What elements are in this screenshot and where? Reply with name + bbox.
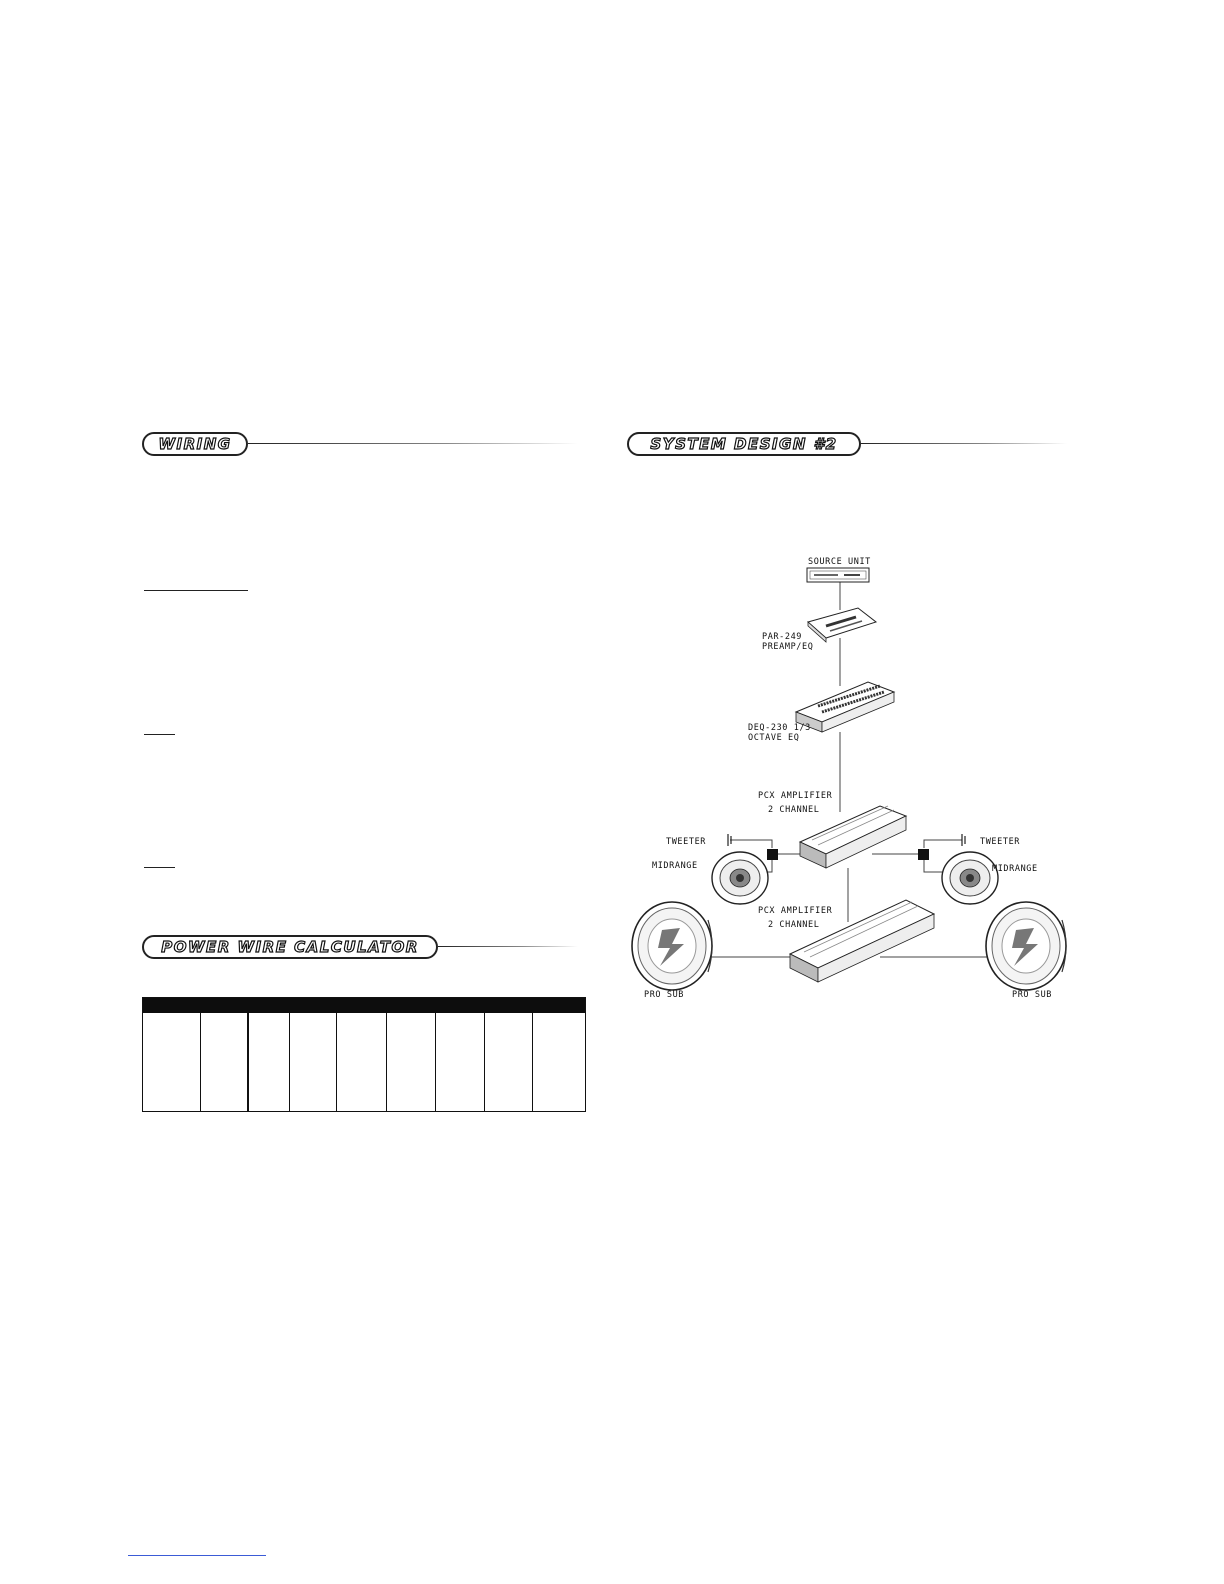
- tweeter-right-label: TWEETER: [980, 837, 1021, 847]
- deq230-label-line1: DEQ-230 1/3: [748, 723, 811, 733]
- sub-right-drawing: [986, 902, 1066, 990]
- deq230-label-line2: OCTAVE EQ: [748, 733, 800, 743]
- midrange-right-drawing: [942, 852, 998, 904]
- system-design-title: SYSTEM DESIGN #2: [650, 435, 838, 453]
- crossover-left: [767, 849, 778, 860]
- amp1-label-line1: PCX AMPLIFIER: [758, 791, 833, 801]
- power-calc-title: POWER WIRE CALCULATOR: [161, 938, 419, 956]
- tweeter-wire-left: [730, 840, 772, 848]
- amp2-label-line2: 2 CHANNEL: [768, 920, 820, 930]
- tweeter-left-symbol: [728, 834, 731, 846]
- tweeter-right-symbol: [962, 834, 965, 846]
- amp1-label-line2: 2 CHANNEL: [768, 805, 820, 815]
- tweeter-left-label: TWEETER: [666, 837, 707, 847]
- amp2-label-line1: PCX AMPLIFIER: [758, 906, 833, 916]
- sub-left-drawing: [632, 902, 712, 990]
- crossover-right: [918, 849, 929, 860]
- source-unit-label: SOURCE UNIT: [808, 557, 871, 567]
- par249-drawing: [808, 608, 876, 642]
- midrange-left-drawing: [712, 852, 768, 904]
- sub-right-label: PRO SUB: [1012, 990, 1053, 1000]
- source-unit-drawing: [807, 568, 869, 582]
- midrange-left-label: MIDRANGE: [652, 861, 698, 871]
- midrange-right-label: MIDRANGE: [992, 864, 1038, 874]
- sub-left-label: PRO SUB: [644, 990, 685, 1000]
- tweeter-wire-right: [924, 840, 962, 848]
- par249-label-line1: PAR-249: [762, 632, 803, 642]
- par249-label-line2: PREAMP/EQ: [762, 642, 814, 652]
- wiring-title: WIRING: [158, 435, 232, 453]
